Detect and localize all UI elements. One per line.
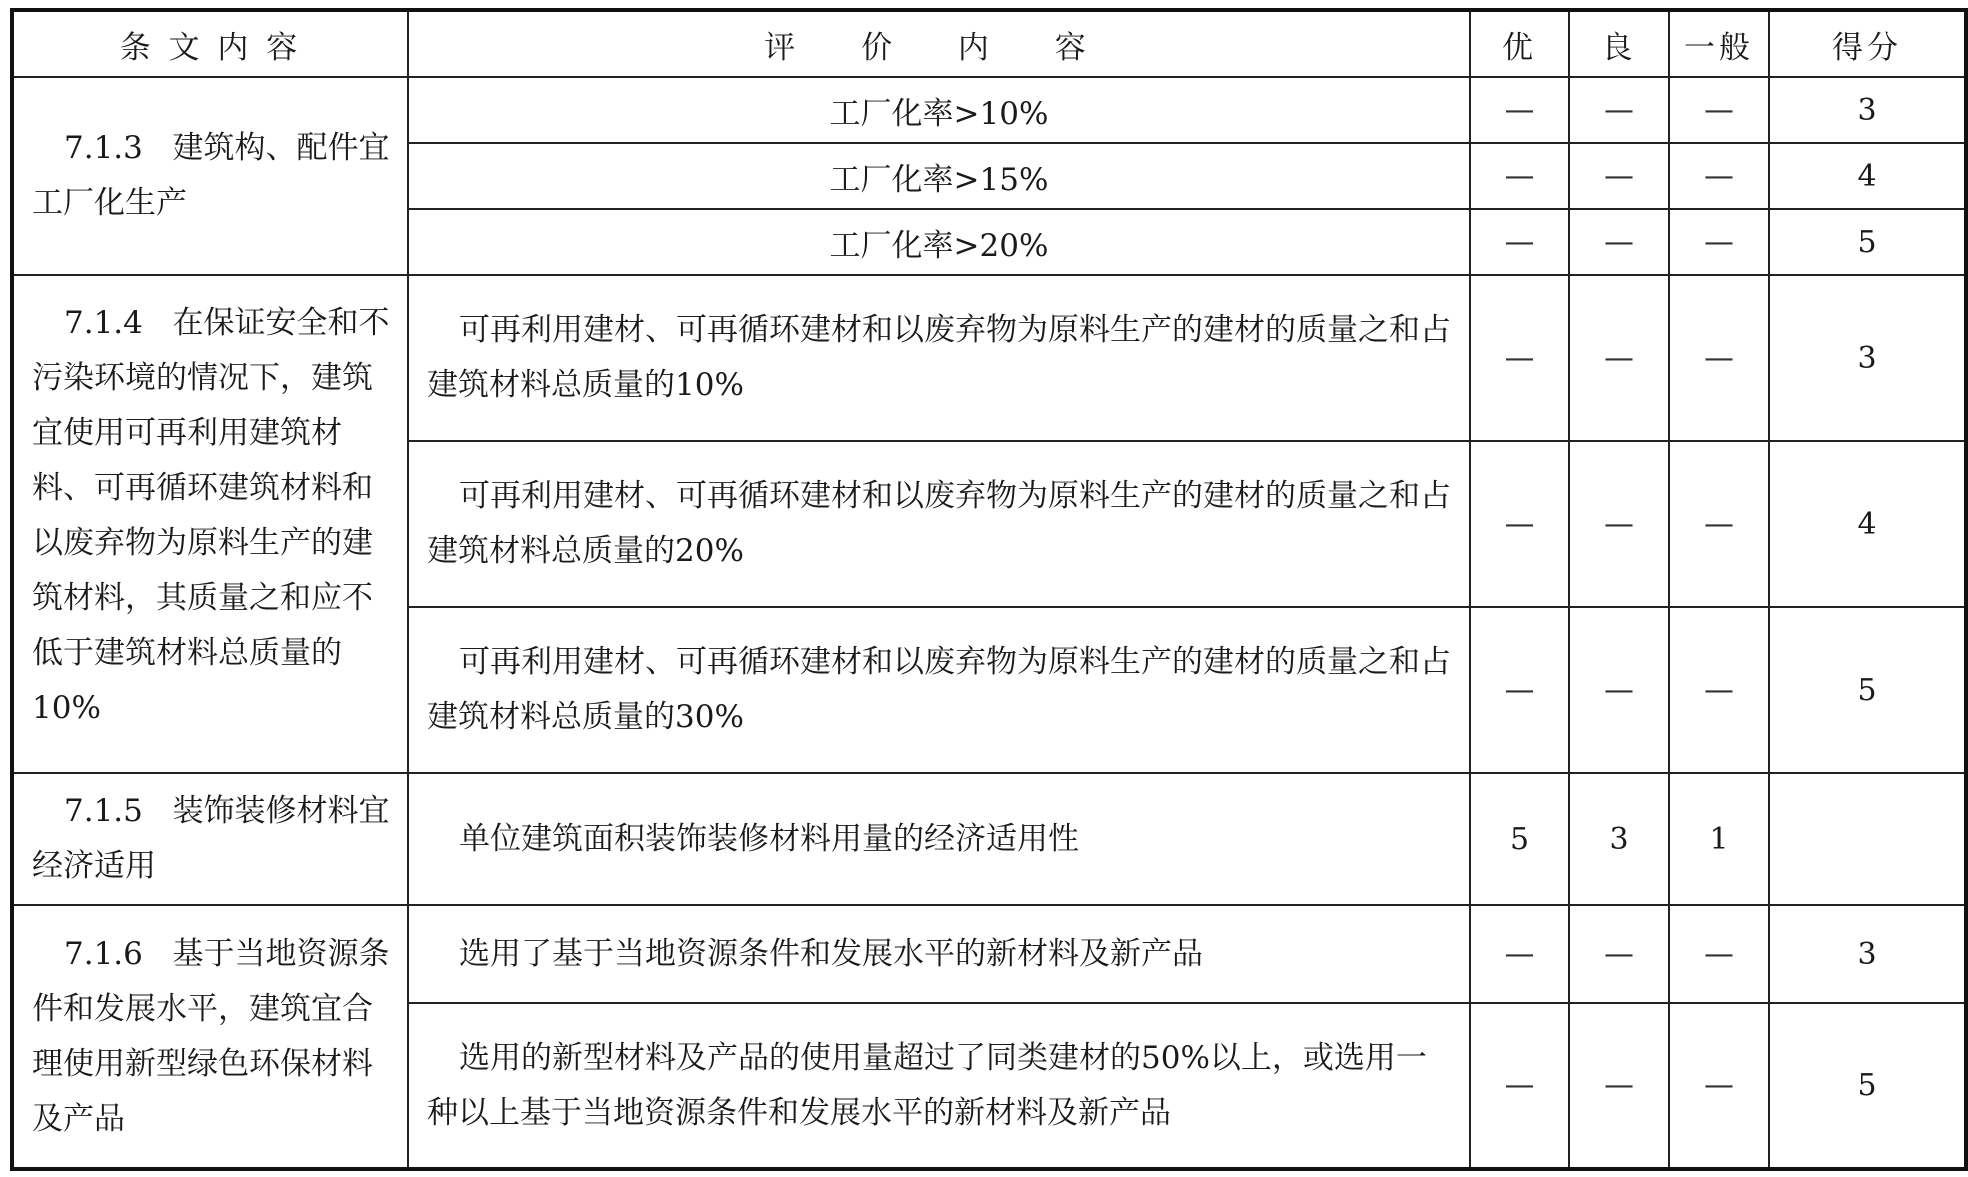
clause-cell — [12, 275, 408, 773]
excellent-cell: — — [1470, 143, 1569, 209]
header-score: 得分 — [1769, 10, 1966, 77]
table-row — [12, 773, 1966, 905]
general-cell: — — [1669, 143, 1769, 209]
general-cell: — — [1669, 275, 1769, 441]
clause-number: 7.1.4 — [64, 305, 143, 341]
header-clause: 条 文 内 容 — [12, 10, 408, 77]
score-cell: 3 — [1769, 905, 1966, 1003]
clause-text: 装饰装修材料宜经济适用 — [32, 793, 390, 884]
good-cell: — — [1569, 607, 1669, 773]
clause-number: 7.1.5 — [64, 793, 143, 829]
score-cell: 5 — [1769, 209, 1966, 275]
score-cell: 3 — [1769, 275, 1966, 441]
score-cell: 4 — [1769, 143, 1966, 209]
good-cell: — — [1569, 441, 1669, 607]
evaluation-cell — [408, 905, 1470, 1003]
good-cell: — — [1569, 209, 1669, 275]
excellent-cell: — — [1470, 441, 1569, 607]
clause-cell — [12, 905, 408, 1169]
clause-number: 7.1.6 — [64, 935, 143, 972]
good-cell: — — [1569, 143, 1669, 209]
evaluation-cell: 工厂化率>15% — [408, 143, 1470, 209]
evaluation-text: 选用的新型材料及产品的使用量超过了同类建材的50%以上，或选用一种以上基于当地资源条件和发展水平的新材料及新产品 — [427, 1039, 1427, 1131]
score-cell: 5 — [1769, 607, 1966, 773]
evaluation-text: 可再利用建材、可再循环建材和以废弃物为原料生产的建材的质量之和占建筑材料总质量的30% — [427, 644, 1451, 735]
evaluation-cell — [408, 1003, 1470, 1169]
excellent-cell: — — [1470, 77, 1569, 143]
score-cell: 5 — [1769, 1003, 1966, 1169]
table-row — [12, 275, 1966, 441]
evaluation-cell — [408, 275, 1470, 441]
good-cell: 3 — [1569, 773, 1669, 905]
evaluation-cell — [408, 441, 1470, 607]
excellent-cell: — — [1470, 1003, 1569, 1169]
excellent-cell: — — [1470, 275, 1569, 441]
general-cell: — — [1669, 607, 1769, 773]
evaluation-cell: 工厂化率>10% — [408, 77, 1470, 143]
general-cell: — — [1669, 1003, 1769, 1169]
general-cell: 1 — [1669, 773, 1769, 905]
evaluation-cell — [408, 773, 1470, 905]
good-cell: — — [1569, 275, 1669, 441]
clause-cell — [12, 77, 408, 275]
score-cell: 3 — [1769, 77, 1966, 143]
general-cell: — — [1669, 209, 1769, 275]
evaluation-text: 可再利用建材、可再循环建材和以废弃物为原料生产的建材的质量之和占建筑材料总质量的10% — [427, 312, 1451, 403]
score-cell: 4 — [1769, 441, 1966, 607]
header-evaluation: 评 价 内 容 — [408, 10, 1470, 77]
evaluation-text: 选用了基于当地资源条件和发展水平的新材料及新产品 — [459, 935, 1203, 972]
good-cell: — — [1569, 905, 1669, 1003]
general-cell: — — [1669, 77, 1769, 143]
clause-number: 7.1.3 — [64, 130, 143, 166]
header-row — [12, 10, 1966, 77]
clause-text: 在保证安全和不污染环境的情况下，建筑宜使用可再利用建筑材料、可再循环建筑材料和以废弃物为原料生产的建筑材料，其质量之和应不低于建筑材料总质量的10% — [32, 305, 390, 726]
evaluation-text: 单位建筑面积装饰装修材料用量的经济适用性 — [459, 820, 1079, 857]
header-excellent: 优 — [1470, 10, 1569, 77]
general-cell: — — [1669, 905, 1769, 1003]
evaluation-cell — [408, 607, 1470, 773]
header-good: 良 — [1569, 10, 1669, 77]
clause-cell — [12, 773, 408, 905]
excellent-cell: — — [1470, 209, 1569, 275]
evaluation-cell: 工厂化率>20% — [408, 209, 1470, 275]
excellent-cell: — — [1470, 905, 1569, 1003]
general-cell: — — [1669, 441, 1769, 607]
clause-text: 建筑构、配件宜工厂化生产 — [32, 130, 390, 221]
clause-text: 基于当地资源条件和发展水平，建筑宜合理使用新型绿色环保材料及产品 — [32, 935, 390, 1137]
evaluation-text: 可再利用建材、可再循环建材和以废弃物为原料生产的建材的质量之和占建筑材料总质量的20% — [427, 478, 1451, 569]
evaluation-table-container — [10, 8, 1968, 1171]
evaluation-table — [10, 8, 1968, 1171]
good-cell: — — [1569, 1003, 1669, 1169]
header-general: 一般 — [1669, 10, 1769, 77]
good-cell: — — [1569, 77, 1669, 143]
table-row — [12, 905, 1966, 1003]
table-row — [12, 77, 1966, 143]
excellent-cell: 5 — [1470, 773, 1569, 905]
score-cell — [1769, 773, 1966, 905]
excellent-cell: — — [1470, 607, 1569, 773]
